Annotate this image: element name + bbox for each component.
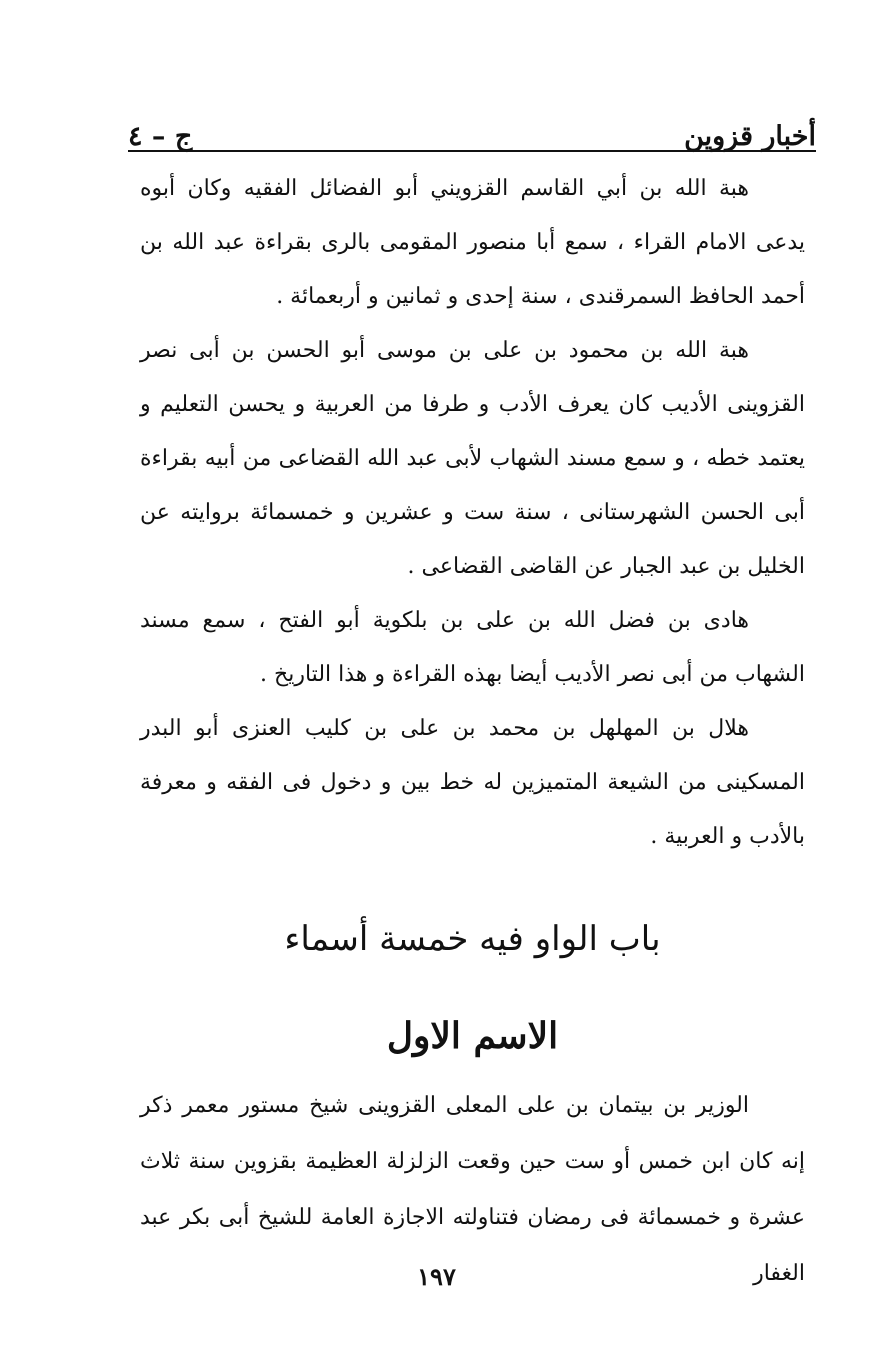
entry-paragraph: هبة الله بن أبي القاسم القزويني أبو الفضائل الفقيه وكان أبوه يدعى الامام القراء ، سمع أبا منصور المقومى بالرى بقراءة عبد الله بن أحمد الحافظ السمرقندى ، سنة إحدى و ثمانين و أربعمائة . xyxy=(140,176,805,309)
page-number: ١٩٧ xyxy=(417,1262,456,1291)
entry-paragraph: هادى بن فضل الله بن على بن بلكوية أبو الفتح ، سمع مسند الشهاب من أبى نصر الأديب أيضا بهذه القراءة و هذا التاريخ . xyxy=(140,608,805,687)
page-header xyxy=(128,100,816,150)
volume-label: ج – ٤ xyxy=(128,121,193,152)
running-title: أخبار قزوين xyxy=(684,121,816,152)
chapter-heading: باب الواو فيه خمسة أسماء xyxy=(284,919,661,959)
header-rule xyxy=(128,150,816,152)
entry-paragraph: هلال بن المهلهل بن محمد بن على بن كليب العنزى أبو البدر المسكينى من الشيعة المتميزين له خط بين و دخول فى الفقه و معرفة بالأدب و العربية . xyxy=(140,716,805,849)
entry-paragraph: هبة الله بن محمود بن على بن موسى أبو الحسن بن أبى نصر القزوينى الأديب كان يعرف الأدب و طرفا من العربية و يحسن التعليم و يعتمد خطه ، و سمع مسند الشهاب لأبى عبد الله القضاعى من أبيه بقراءة أبى الحسن الشهرستانى ، سنة ست و عشرين و خمسمائة بروايته عن الخليل بن عبد الجبار عن القاضى القضاعى . xyxy=(140,338,805,579)
entry-paragraph: الوزير بن بيتمان بن على المعلى القزوينى شيخ مستور معمر ذكر إنه كان ابن خمس أو ست حين وقعت الزلزلة العظيمة بقزوين سنة ثلاث عشرة و خمسمائة فى رمضان فتناولته الاجازة العامة للشيخ أبى بكر عبد الغفار xyxy=(140,1093,805,1286)
subsection-heading: الاسم الاول xyxy=(386,1015,559,1057)
entries-block xyxy=(140,162,805,864)
